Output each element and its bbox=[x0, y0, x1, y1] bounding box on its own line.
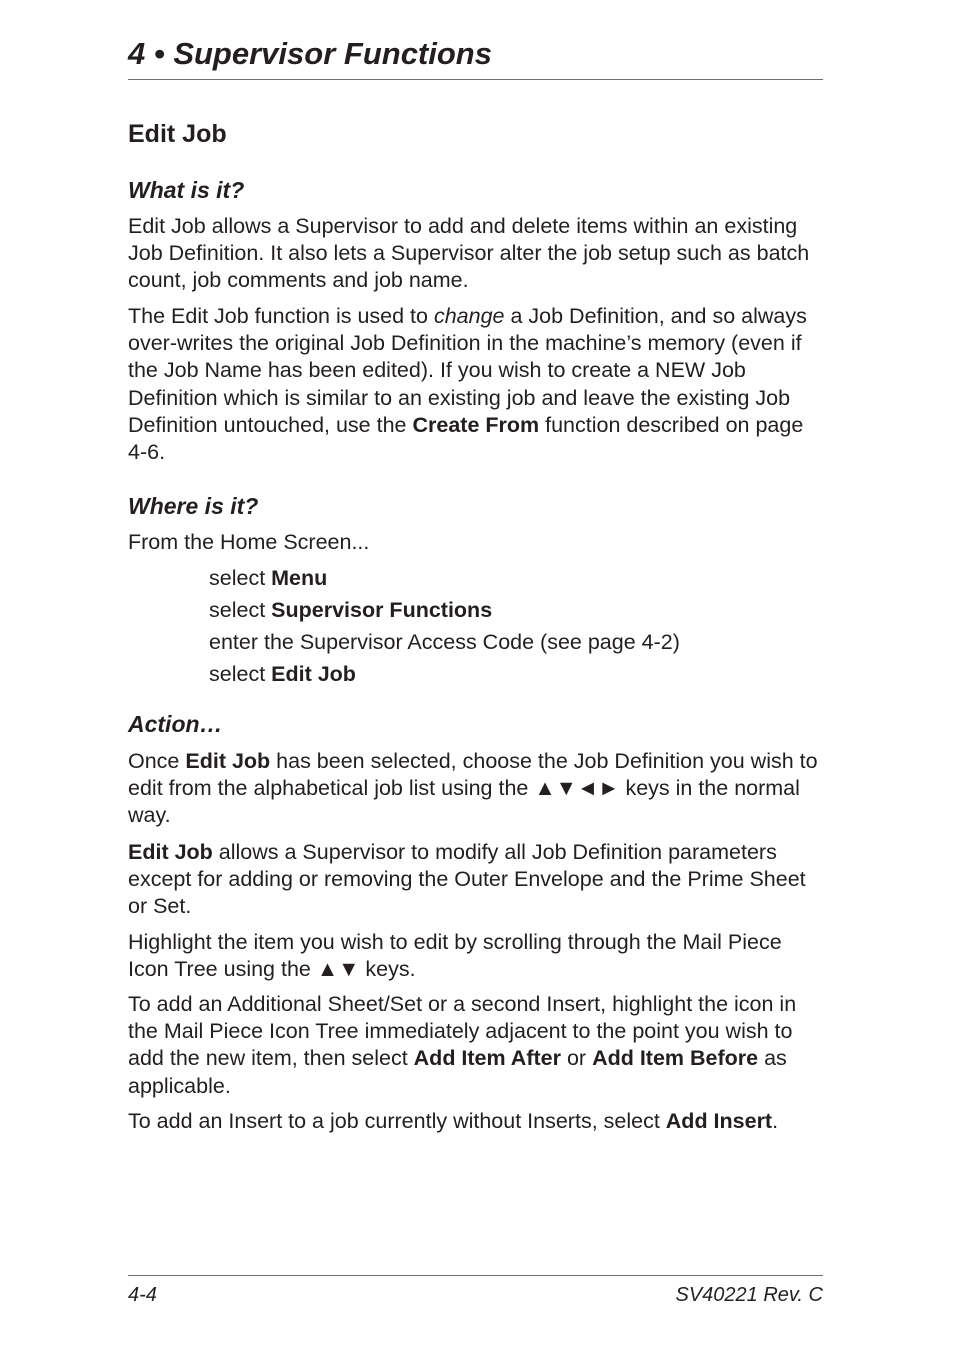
what-heading: What is it? bbox=[128, 177, 245, 203]
what-paragraph-2: The Edit Job function is used to change a Job Definition, and so always over-writes the original Job Definition in the machine’s memory (even if the Job Name has been edited). If you wish to create a NEW Job Definition which is similar to an existing job and leave the existing Job Definition untouched, use the Create From function described on page 4-6. bbox=[128, 304, 807, 465]
action-paragraph-1: Once Edit Job has been selected, choose the Job Definition you wish to edit from the alphabetical job list using the ▲▼◄► keys in the normal way. bbox=[128, 749, 818, 828]
action-paragraph-5: To add an Insert to a job currently without Inserts, select Add Insert. bbox=[128, 1109, 779, 1133]
where-heading: Where is it? bbox=[128, 493, 259, 519]
step-1: select Menu bbox=[209, 566, 328, 590]
page-number: 4-4 bbox=[128, 1284, 157, 1306]
step-3: enter the Supervisor Access Code (see page 4-2) bbox=[209, 630, 680, 654]
action-paragraph-3: Highlight the item you wish to edit by scrolling through the Mail Piece Icon Tree using the ▲▼ keys. bbox=[128, 930, 782, 982]
action-paragraph-4: To add an Additional Sheet/Set or a second Insert, highlight the icon in the Mail Piece Icon Tree immediately adjacent to the point you wish to add the new item, then select Add Item After or Add Item Before as applicable. bbox=[128, 992, 797, 1098]
chapter-title: 4 • Supervisor Functions bbox=[128, 36, 492, 71]
document-id: SV40221 Rev. C bbox=[675, 1284, 823, 1306]
step-2: select Supervisor Functions bbox=[209, 598, 493, 622]
action-heading: Action… bbox=[128, 711, 223, 737]
footer-rule bbox=[128, 1275, 823, 1276]
header-rule bbox=[128, 79, 823, 80]
action-paragraph-2: Edit Job allows a Supervisor to modify all Job Definition parameters except for adding or removing the Outer Envelope and the Prime Sheet or Set. bbox=[128, 840, 806, 919]
step-4: select Edit Job bbox=[209, 662, 356, 686]
what-paragraph-1: Edit Job allows a Supervisor to add and delete items within an existing Job Definition. It also lets a Supervisor alter the job setup such as batch count, job comments and job name. bbox=[128, 214, 810, 293]
where-intro: From the Home Screen... bbox=[128, 530, 370, 554]
section-title: Edit Job bbox=[128, 120, 227, 148]
